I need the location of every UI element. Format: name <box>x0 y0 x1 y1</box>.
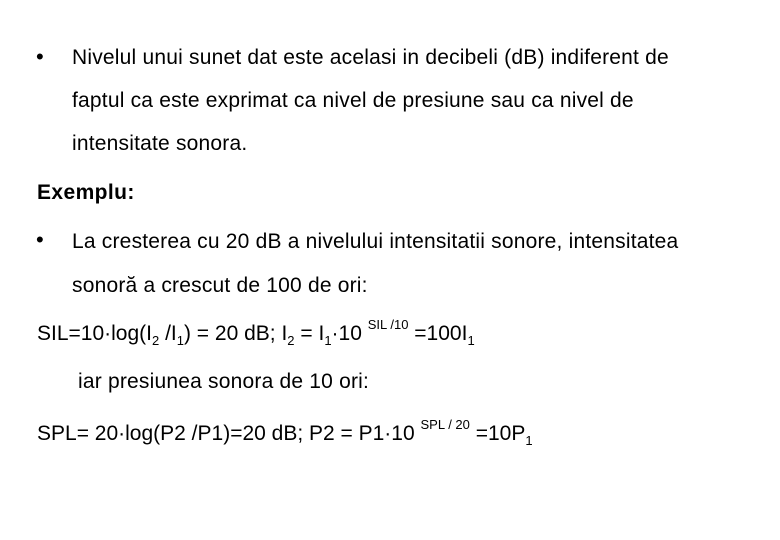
bullet-1: • <box>36 44 44 69</box>
bullet-2: • <box>36 227 44 252</box>
para1-line3: intensitate sonora. <box>72 132 248 155</box>
example-heading: Exemplu: <box>37 181 135 204</box>
spl-formula: SPL= 20·log(P2 /P1)=20 dB; P2 = P1·10 $^{SPL / 20} =10P_1$ <box>37 417 533 448</box>
pressure-line: iar presiunea sonora de 10 ori: <box>78 370 370 393</box>
para1-line2: faptul ca este exprimat ca nivel de presiune sau ca nivel de <box>72 89 634 112</box>
sil-formula: $SIL=10\cdot\log(I_2$ $/I_1) = 20$ dB; $I_2 = I_1\cdot 10$ $^{SIL /10} =100I_1$ <box>37 317 475 348</box>
para1-line1: Nivelul unui sunet dat este acelasi in decibeli (dB) indiferent de <box>72 46 669 69</box>
para2-line1: La cresterea cu 20 dB a nivelului intensitatii sonore, intensitatea <box>72 230 679 253</box>
para2-line2: sonoră a crescut de 100 de ori: <box>72 274 368 297</box>
